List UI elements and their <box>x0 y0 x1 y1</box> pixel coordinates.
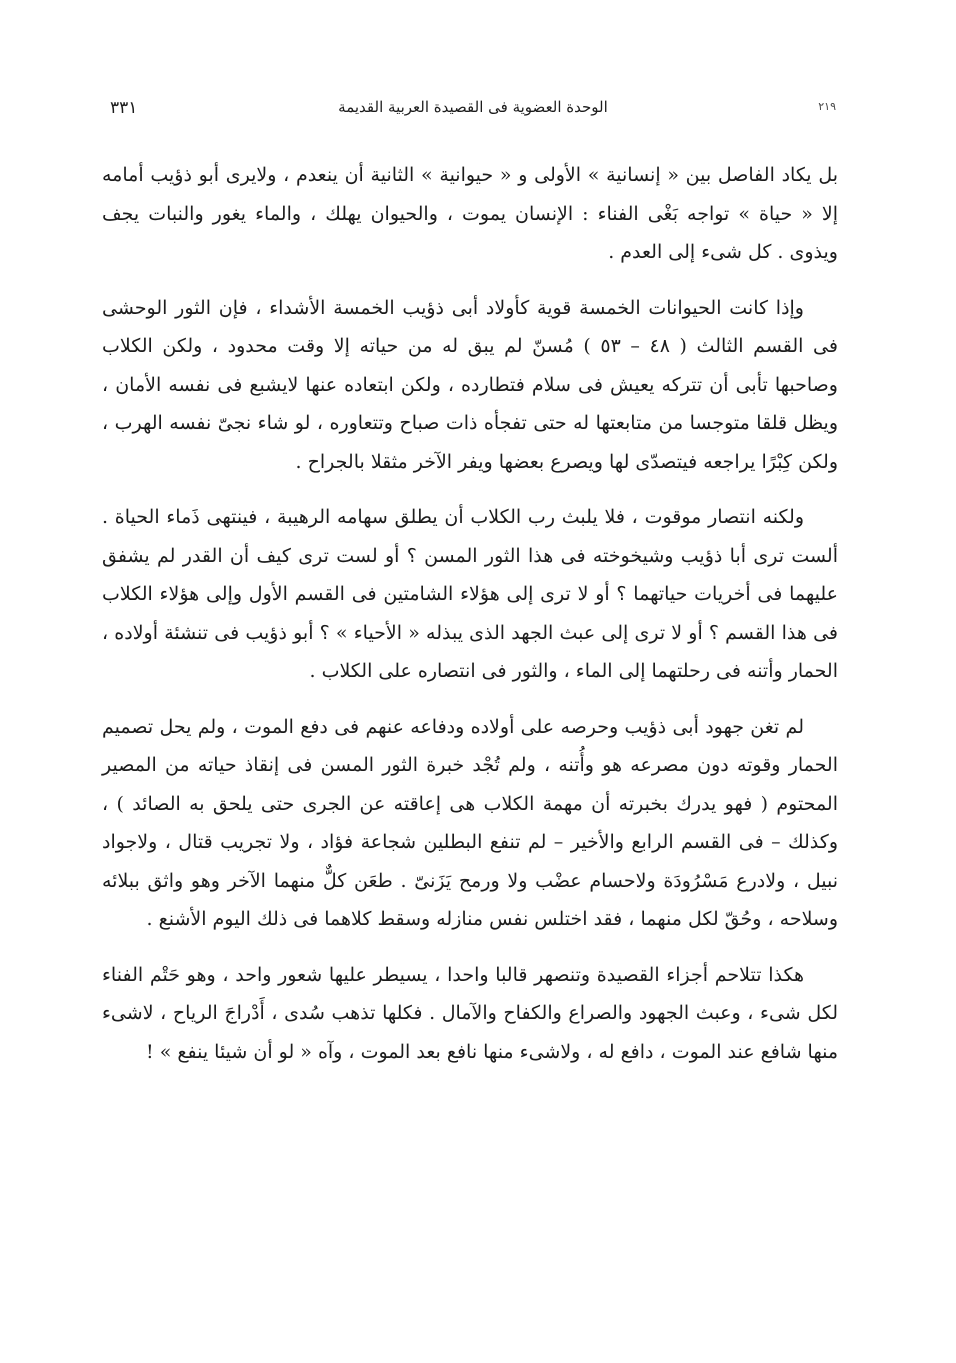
running-title: الوحدة العضوية فى القصيدة العربية القديمة <box>338 98 608 116</box>
paragraph-4: لم تغن جهود أبى ذؤيب وحرصه على أولاده ودفاعه عنهم فى دفع الموت ، ولم يحل تصميم الحمار وقوته دون مصرعه هو وأُتنه ، ولم تُجْد خبرة الثور المسن فى إنقاذ حياته من المصير المحتوم ( فهو يدرك بخبرته أن مهمة الكلاب هى إعاقته عن الجرى حتى يلحق به الصائد ) ، وكذلك – فى القسم الرابع والأخير – لم تنفع البطلين شجاعة فؤاد ، ولا تجريب قتال ، ولاجواد نبيل ، ولادرع مَسْرُودَة ولاحسام عضْب ولا ورمح يَزَنىّ . طعَن كلٌّ منهما الآخر وهو واثق ببلائه وسلاحه ، وحُقّ لكل منهما ، فقد اختلس نفس منازله وسقط كلاهما فى ذلك اليوم الأشنع . <box>102 715 838 930</box>
paragraph-1: بل يكاد الفاصل بين « إنسانية » الأولى و « حيوانية » الثانية أن ينعدم ، ولايرى أبو ذؤيب أمامه إلا « حياة » تواجه بَغْى الفناء : الإنسان يموت ، والحيوان يهلك ، والماء يغور والنبات يجف ويذوى . كل شىء إلى العدم . <box>102 164 838 263</box>
paragraph-2: وإذا كانت الحيوانات الخمسة قوية كأولاد أبى ذؤيب الخمسة الأشداء ، فإن الثور الوحشى فى القسم الثالث ( ٤٨ – ٥٣ ) مُسنّ لم يبق له من حياته إلا وقت محدود ، ولكن الكلاب وصاحبها تأبى أن تتركه يعيش فى سلام فتطارده ، ولكن ابتعاده عنها لايشبع فى نفسه الأمان ، ويظل قلقا متوجسا من متابعتها له حتى تفجأه ذات صباح وتتعاوره ، لو شاء نجىّ نفسه الهرب ، ولكن كِبْرًا يراجعه فيتصدّى لها ويصرع بعضها ويفر الآخر مثقلا بالجراح . <box>102 296 838 473</box>
running-header <box>110 98 836 126</box>
paragraph-3: ولكنه انتصار موقوت ، فلا يلبث رب الكلاب أن يطلق سهامه الرهيبة ، فينتهى ذَماء الحياة . ألست ترى أبا ذؤيب وشيخوخته فى هذا الثور المسن ؟ أو لست ترى كيف أن القدر لم يشفق عليهما فى أخريات حياتهما ؟ أو لا ترى إلى هؤلاء الشامتين فى القسم الأول وإلى هؤلاء الكلاب فى هذا القسم ؟ أو لا ترى إلى عبث الجهد الذى يبذله « الأحياء » ؟ أبو ذؤيب فى تنشئة أولاده ، الحمار وأتنه فى رحلتهما إلى الماء ، والثور فى انتصاره على الكلاب . <box>102 506 838 682</box>
signature-mark: ٢١٩ <box>818 100 836 113</box>
page-number: ٣٣١ <box>110 98 138 118</box>
paragraph-5: هكذا تتلاحم أجزاء القصيدة وتنصهر قالبا واحدا ، يسيطر عليها شعور واحد ، وهو حَتْم الفناء لكل شىء ، وعبث الجهود والصراع والكفاح والآمال . فكلها تذهب سُدى ، أَدْراجَ الرياح ، لاشىء منها شافع عند الموت ، دافع له ، ولاشىء منها نافع بعد الموت ، وآه « لو أن شيئا ينفع » ! <box>102 963 838 1063</box>
body-text <box>102 156 838 1088</box>
